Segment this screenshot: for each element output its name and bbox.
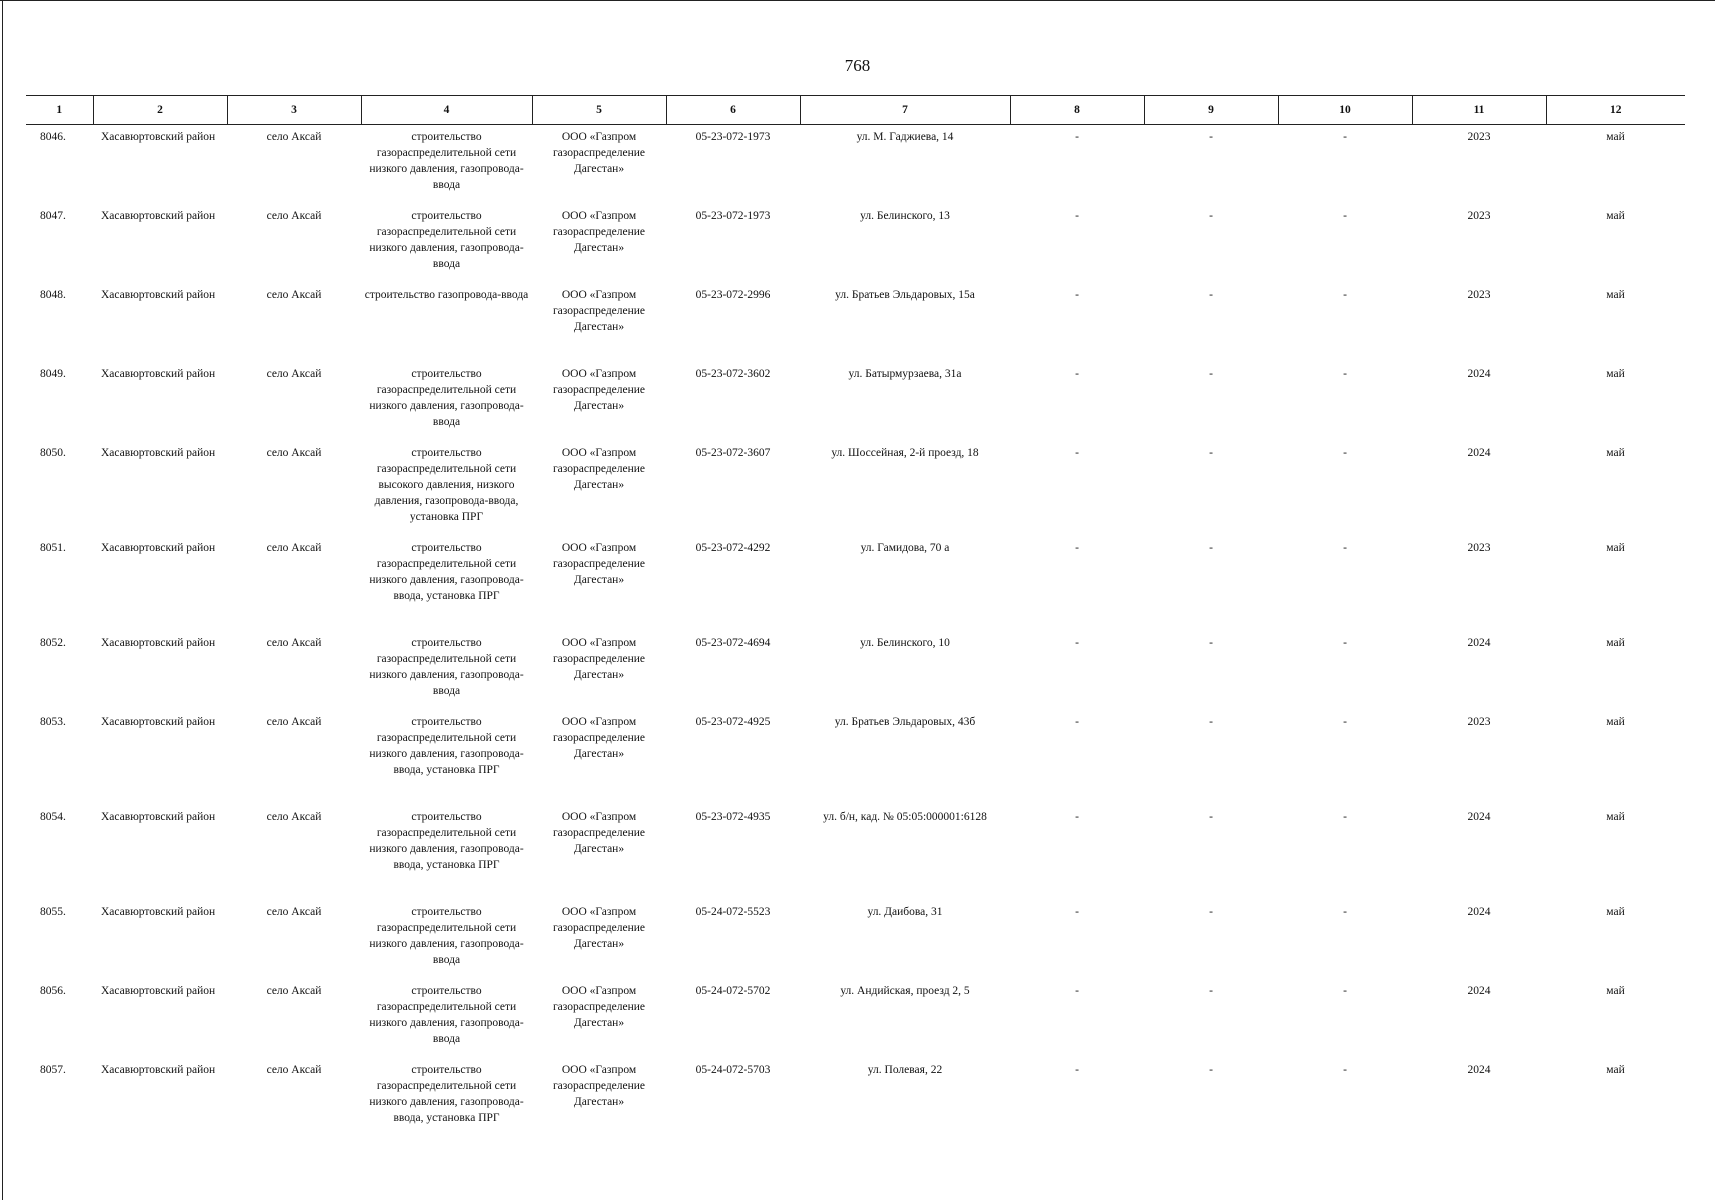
address-cell: ул. М. Гаджиева, 14 [856, 131, 954, 143]
address-cell: ул. Даибова, 31 [867, 906, 943, 918]
column-header: 8 [1010, 96, 1144, 125]
month-cell: май [1606, 1064, 1625, 1076]
address-cell: ул. Андийская, проезд 2, 5 [840, 985, 970, 997]
locality-cell: село Аксай [266, 289, 322, 301]
object-code-cell: 05-23-072-1973 [695, 210, 771, 222]
work-description-cell: строительство газораспределительной сети низкого давления, газопровода-ввода [369, 906, 524, 966]
organization-cell: ООО «Газпром газораспределение Дагестан» [552, 811, 646, 855]
column-9-cell: - [1209, 637, 1213, 649]
column-10-cell: - [1343, 131, 1347, 143]
locality-cell: село Аксай [266, 368, 322, 380]
row-number: 8056. [40, 985, 66, 997]
locality-cell: село Аксай [266, 210, 322, 222]
locality-cell: село Аксай [266, 906, 322, 918]
column-9-cell: - [1209, 985, 1213, 997]
address-cell: ул. Шоссейная, 2-й проезд, 18 [831, 447, 979, 459]
column-8-cell: - [1075, 542, 1079, 554]
column-header: 10 [1278, 96, 1412, 125]
row-number: 8054. [40, 811, 66, 823]
column-8-cell: - [1075, 985, 1079, 997]
column-10-cell: - [1343, 1064, 1347, 1076]
address-cell: ул. Гамидова, 70 а [860, 542, 950, 554]
column-9-cell: - [1209, 131, 1213, 143]
row-number: 8046. [40, 131, 66, 143]
column-8-cell: - [1075, 131, 1079, 143]
year-cell: 2024 [1467, 637, 1491, 649]
table-row [26, 283, 1685, 362]
object-code-cell: 05-23-072-4935 [695, 811, 771, 823]
organization-cell: ООО «Газпром газораспределение Дагестан» [552, 1064, 646, 1108]
district-cell: Хасавюртовский район [101, 1064, 216, 1076]
year-cell: 2024 [1467, 906, 1491, 918]
work-description-cell: строительство газораспределительной сети высокого давления, низкого давления, газопровода-ввода, установка ПРГ [374, 447, 519, 523]
table-row [26, 900, 1685, 979]
column-header: 3 [227, 96, 361, 125]
column-9-cell: - [1209, 1064, 1213, 1076]
row-number: 8052. [40, 637, 66, 649]
column-9-cell: - [1209, 906, 1213, 918]
object-code-cell: 05-24-072-5702 [695, 985, 771, 997]
year-cell: 2024 [1467, 1064, 1491, 1076]
column-header: 9 [1144, 96, 1278, 125]
district-cell: Хасавюртовский район [101, 906, 216, 918]
object-code-cell: 05-24-072-5703 [695, 1064, 771, 1076]
organization-cell: ООО «Газпром газораспределение Дагестан» [552, 542, 646, 586]
row-number: 8050. [40, 447, 66, 459]
column-header: 6 [666, 96, 800, 125]
row-number: 8047. [40, 210, 66, 222]
column-8-cell: - [1075, 447, 1079, 459]
district-cell: Хасавюртовский район [101, 811, 216, 823]
year-cell: 2023 [1467, 716, 1491, 728]
organization-cell: ООО «Газпром газораспределение Дагестан» [552, 368, 646, 412]
year-cell: 2024 [1467, 985, 1491, 997]
year-cell: 2024 [1467, 811, 1491, 823]
column-8-cell: - [1075, 716, 1079, 728]
column-10-cell: - [1343, 289, 1347, 301]
work-description-cell: строительство газопровода-ввода [364, 289, 529, 301]
column-10-cell: - [1343, 210, 1347, 222]
work-description-cell: строительство газораспределительной сети низкого давления, газопровода-ввода, установка ПРГ [369, 716, 524, 776]
address-cell: ул. Белинского, 10 [860, 637, 950, 649]
address-cell: ул. Батырмурзаева, 31а [848, 368, 962, 380]
column-10-cell: - [1343, 368, 1347, 380]
column-header: 1 [26, 96, 93, 125]
organization-cell: ООО «Газпром газораспределение Дагестан» [552, 985, 646, 1029]
district-cell: Хасавюртовский район [101, 637, 216, 649]
table-row [26, 631, 1685, 710]
column-9-cell: - [1209, 289, 1213, 301]
table-row [26, 710, 1685, 805]
column-8-cell: - [1075, 906, 1079, 918]
locality-cell: село Аксай [266, 1064, 322, 1076]
object-code-cell: 05-23-072-2996 [695, 289, 771, 301]
table-row [26, 441, 1685, 536]
column-header: 4 [361, 96, 532, 125]
table-row [26, 536, 1685, 631]
column-10-cell: - [1343, 542, 1347, 554]
column-10-cell: - [1343, 906, 1347, 918]
object-code-cell: 05-23-072-4925 [695, 716, 771, 728]
object-code-cell: 05-23-072-1973 [695, 131, 771, 143]
column-header: 12 [1546, 96, 1685, 125]
organization-cell: ООО «Газпром газораспределение Дагестан» [552, 716, 646, 760]
column-10-cell: - [1343, 716, 1347, 728]
row-number: 8053. [40, 716, 66, 728]
column-header: 11 [1412, 96, 1546, 125]
month-cell: май [1606, 811, 1625, 823]
organization-cell: ООО «Газпром газораспределение Дагестан» [552, 637, 646, 681]
locality-cell: село Аксай [266, 637, 322, 649]
work-description-cell: строительство газораспределительной сети низкого давления, газопровода-ввода, установка ПРГ [369, 1064, 524, 1124]
month-cell: май [1606, 368, 1625, 380]
district-cell: Хасавюртовский район [101, 447, 216, 459]
work-description-cell: строительство газораспределительной сети низкого давления, газопровода-ввода [369, 131, 524, 191]
organization-cell: ООО «Газпром газораспределение Дагестан» [552, 289, 646, 333]
page-number: 768 [844, 56, 871, 75]
locality-cell: село Аксай [266, 811, 322, 823]
column-10-cell: - [1343, 447, 1347, 459]
month-cell: май [1606, 985, 1625, 997]
object-code-cell: 05-23-072-4292 [695, 542, 771, 554]
work-description-cell: строительство газораспределительной сети низкого давления, газопровода-ввода [369, 210, 524, 270]
table-row [26, 1058, 1685, 1153]
month-cell: май [1606, 542, 1625, 554]
month-cell: май [1606, 716, 1625, 728]
address-cell: ул. Братьев Эльдаровых, 15а [835, 289, 975, 301]
work-description-cell: строительство газораспределительной сети низкого давления, газопровода-ввода [369, 368, 524, 428]
object-code-cell: 05-23-072-3607 [695, 447, 771, 459]
table-row [26, 362, 1685, 441]
column-header: 2 [93, 96, 227, 125]
row-number: 8055. [40, 906, 66, 918]
month-cell: май [1606, 210, 1625, 222]
year-cell: 2024 [1467, 368, 1491, 380]
column-10-cell: - [1343, 811, 1347, 823]
locality-cell: село Аксай [266, 542, 322, 554]
work-description-cell: строительство газораспределительной сети низкого давления, газопровода-ввода [369, 637, 524, 697]
month-cell: май [1606, 289, 1625, 301]
column-9-cell: - [1209, 811, 1213, 823]
table-row [26, 979, 1685, 1058]
table-body [26, 125, 1685, 1154]
organization-cell: ООО «Газпром газораспределение Дагестан» [552, 210, 646, 254]
month-cell: май [1606, 906, 1625, 918]
locality-cell: село Аксай [266, 447, 322, 459]
district-cell: Хасавюртовский район [101, 985, 216, 997]
column-10-cell: - [1343, 985, 1347, 997]
work-description-cell: строительство газораспределительной сети низкого давления, газопровода-ввода [369, 985, 524, 1045]
row-number: 8049. [40, 368, 66, 380]
address-cell: ул. б/н, кад. № 05:05:000001:6128 [823, 811, 987, 823]
scan-edge-top [0, 0, 1715, 1]
district-cell: Хасавюртовский район [101, 368, 216, 380]
month-cell: май [1606, 131, 1625, 143]
year-cell: 2023 [1467, 289, 1491, 301]
column-9-cell: - [1209, 542, 1213, 554]
address-cell: ул. Белинского, 13 [860, 210, 950, 222]
table-row [26, 805, 1685, 900]
organization-cell: ООО «Газпром газораспределение Дагестан» [552, 447, 646, 491]
organization-cell: ООО «Газпром газораспределение Дагестан» [552, 131, 646, 175]
column-header: 5 [532, 96, 666, 125]
table-row [26, 125, 1685, 205]
column-8-cell: - [1075, 811, 1079, 823]
row-number: 8048. [40, 289, 66, 301]
work-description-cell: строительство газораспределительной сети низкого давления, газопровода-ввода, установка ПРГ [369, 542, 524, 602]
column-9-cell: - [1209, 210, 1213, 222]
district-cell: Хасавюртовский район [101, 210, 216, 222]
year-cell: 2023 [1467, 210, 1491, 222]
address-cell: ул. Полевая, 22 [867, 1064, 943, 1076]
column-header: 7 [800, 96, 1010, 125]
table-row [26, 204, 1685, 283]
column-9-cell: - [1209, 368, 1213, 380]
locality-cell: село Аксай [266, 985, 322, 997]
registry-table [26, 95, 1685, 1153]
column-10-cell: - [1343, 637, 1347, 649]
month-cell: май [1606, 637, 1625, 649]
year-cell: 2024 [1467, 447, 1491, 459]
column-8-cell: - [1075, 289, 1079, 301]
column-8-cell: - [1075, 1064, 1079, 1076]
year-cell: 2023 [1467, 131, 1491, 143]
column-8-cell: - [1075, 368, 1079, 380]
district-cell: Хасавюртовский район [101, 131, 216, 143]
table-header-row [26, 96, 1685, 125]
district-cell: Хасавюртовский район [101, 542, 216, 554]
month-cell: май [1606, 447, 1625, 459]
district-cell: Хасавюртовский район [101, 716, 216, 728]
year-cell: 2023 [1467, 542, 1491, 554]
object-code-cell: 05-24-072-5523 [695, 906, 771, 918]
work-description-cell: строительство газораспределительной сети низкого давления, газопровода-ввода, установка ПРГ [369, 811, 524, 871]
district-cell: Хасавюртовский район [101, 289, 216, 301]
column-9-cell: - [1209, 716, 1213, 728]
row-number: 8051. [40, 542, 66, 554]
organization-cell: ООО «Газпром газораспределение Дагестан» [552, 906, 646, 950]
locality-cell: село Аксай [266, 716, 322, 728]
column-8-cell: - [1075, 637, 1079, 649]
column-8-cell: - [1075, 210, 1079, 222]
locality-cell: село Аксай [266, 131, 322, 143]
column-9-cell: - [1209, 447, 1213, 459]
object-code-cell: 05-23-072-4694 [695, 637, 771, 649]
object-code-cell: 05-23-072-3602 [695, 368, 771, 380]
address-cell: ул. Братьев Эльдаровых, 43б [834, 716, 976, 728]
scan-edge-left [2, 0, 3, 1200]
row-number: 8057. [40, 1064, 66, 1076]
